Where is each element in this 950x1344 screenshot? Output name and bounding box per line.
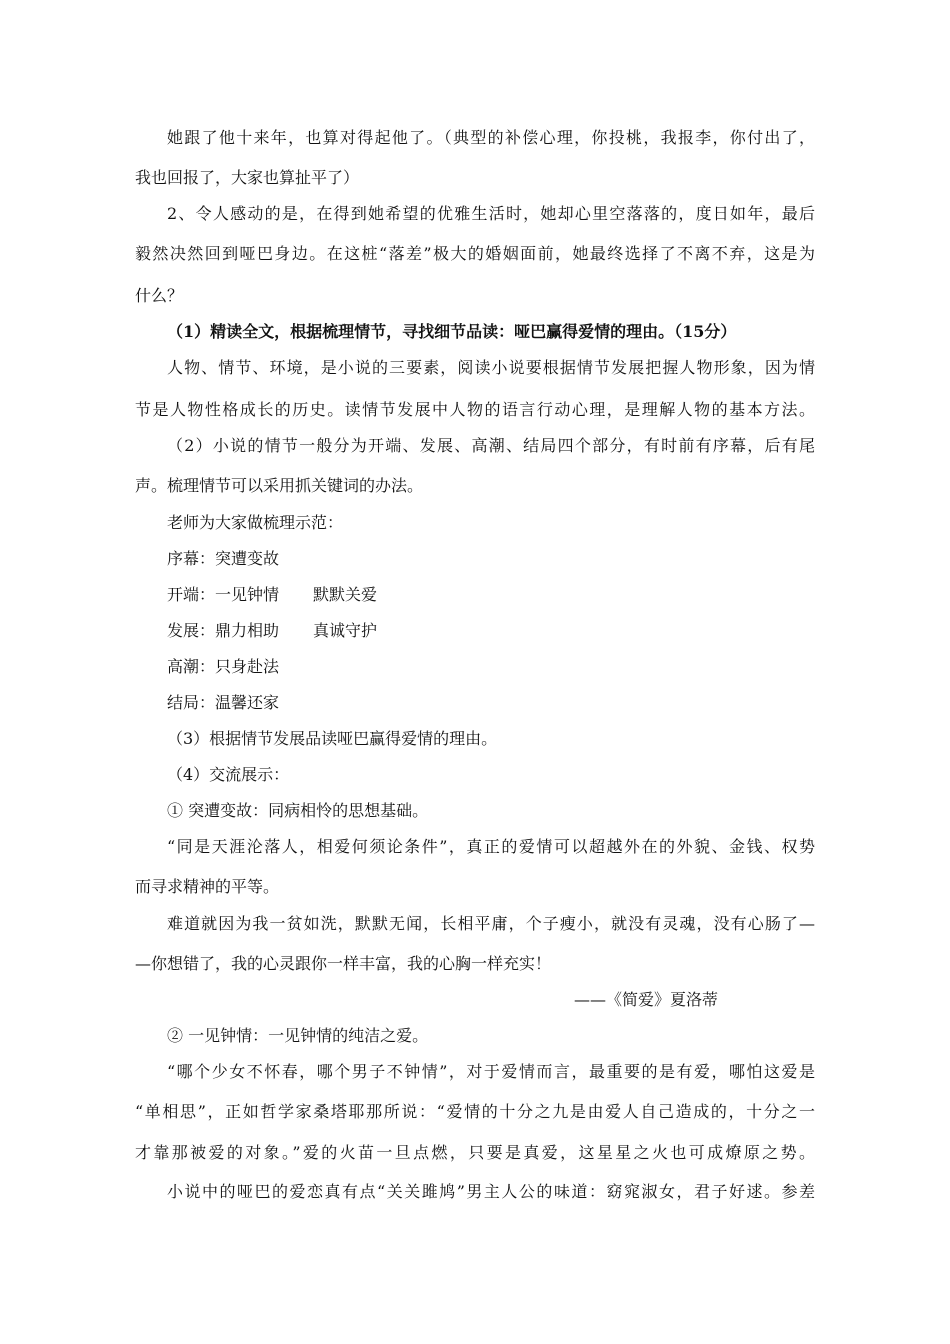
- paragraph-line: 我也回报了，大家也算扯平了）: [135, 168, 360, 187]
- paragraph-line: 节是人物性格成长的历史。读情节发展中人物的语言行动心理，是理解人物的基本方法。: [135, 400, 815, 419]
- paragraph-line: 人物、情节、环境，是小说的三要素，阅读小说要根据情节发展把握人物形象，因为情: [167, 358, 815, 377]
- paragraph-line: 毅然决然回到哑巴身边。在这桩“落差”极大的婚姻面前，她最终选择了不离不弃，这是为: [135, 244, 815, 263]
- quote-line: —你想错了，我的心灵跟你一样丰富，我的心胸一样充实！: [135, 954, 552, 973]
- paragraph-line: （3）根据情节发展品读哑巴赢得爱情的理由。: [167, 729, 498, 748]
- paragraph-line: （4）交流展示：: [167, 765, 290, 784]
- paragraph-line: 什么？: [135, 286, 184, 305]
- paragraph-line: “哪个少女不怀春，哪个男子不钟情”，对于爱情而言，最重要的是有爱，哪怕这爱是: [167, 1062, 815, 1081]
- paragraph-line: （2）小说的情节一般分为开端、发展、高潮、结局四个部分，有时前有序幕，后有尾: [167, 436, 815, 455]
- paragraph-line: 老师为大家做梳理示范：: [167, 513, 344, 532]
- paragraph-line: 小说中的哑巴的爱恋真有点“关关雎鸠”男主人公的味道：窈窕淑女，君子好逑。参差: [167, 1182, 815, 1201]
- paragraph-line: “单相思”，正如哲学家桑塔耶那所说：“爱情的十分之九是由爱人自己造成的，十分之一: [135, 1102, 815, 1121]
- section-heading: （1）精读全文，根据梳理情节，寻找细节品读：哑巴赢得爱情的理由。（15分）: [167, 322, 737, 341]
- plot-item-development: 发展：鼎力相助 真诚守护: [167, 621, 378, 640]
- plot-item-beginning: 开端：一见钟情 默默关爱: [167, 585, 378, 604]
- paragraph-line: 才靠那被爱的对象。”爱的火苗一旦点燃，只要是真爱，这星星之火也可成燎原之势。: [135, 1143, 815, 1162]
- quote-attribution: ——《简爱》夏洛蒂: [573, 990, 718, 1009]
- paragraph-line: 而寻求精神的平等。: [135, 877, 280, 896]
- paragraph-line: ① 突遭变故：同病相怜的思想基础。: [167, 801, 429, 820]
- paragraph-line: 2、令人感动的是，在得到她希望的优雅生活时，她却心里空落落的，度日如年，最后: [167, 204, 815, 223]
- plot-item-climax: 高潮：只身赴法: [167, 657, 280, 676]
- paragraph-line: 声。梳理情节可以采用抓关键词的办法。: [135, 476, 424, 495]
- quote-line: 难道就因为我一贫如洗，默默无闻，长相平庸，个子瘦小，就没有灵魂，没有心肠了—: [167, 914, 815, 933]
- plot-item-ending: 结局：温馨还家: [167, 693, 280, 712]
- paragraph-line: “同是天涯沦落人，相爱何须论条件”，真正的爱情可以超越外在的外貌、金钱、权势: [167, 837, 815, 856]
- paragraph-line: ② 一见钟情：一见钟情的纯洁之爱。: [167, 1026, 429, 1045]
- plot-item-prologue: 序幕：突遭变故: [167, 549, 280, 568]
- paragraph-line: 她跟了他十来年，也算对得起他了。（典型的补偿心理，你投桃，我报李，你付出了，: [167, 128, 815, 147]
